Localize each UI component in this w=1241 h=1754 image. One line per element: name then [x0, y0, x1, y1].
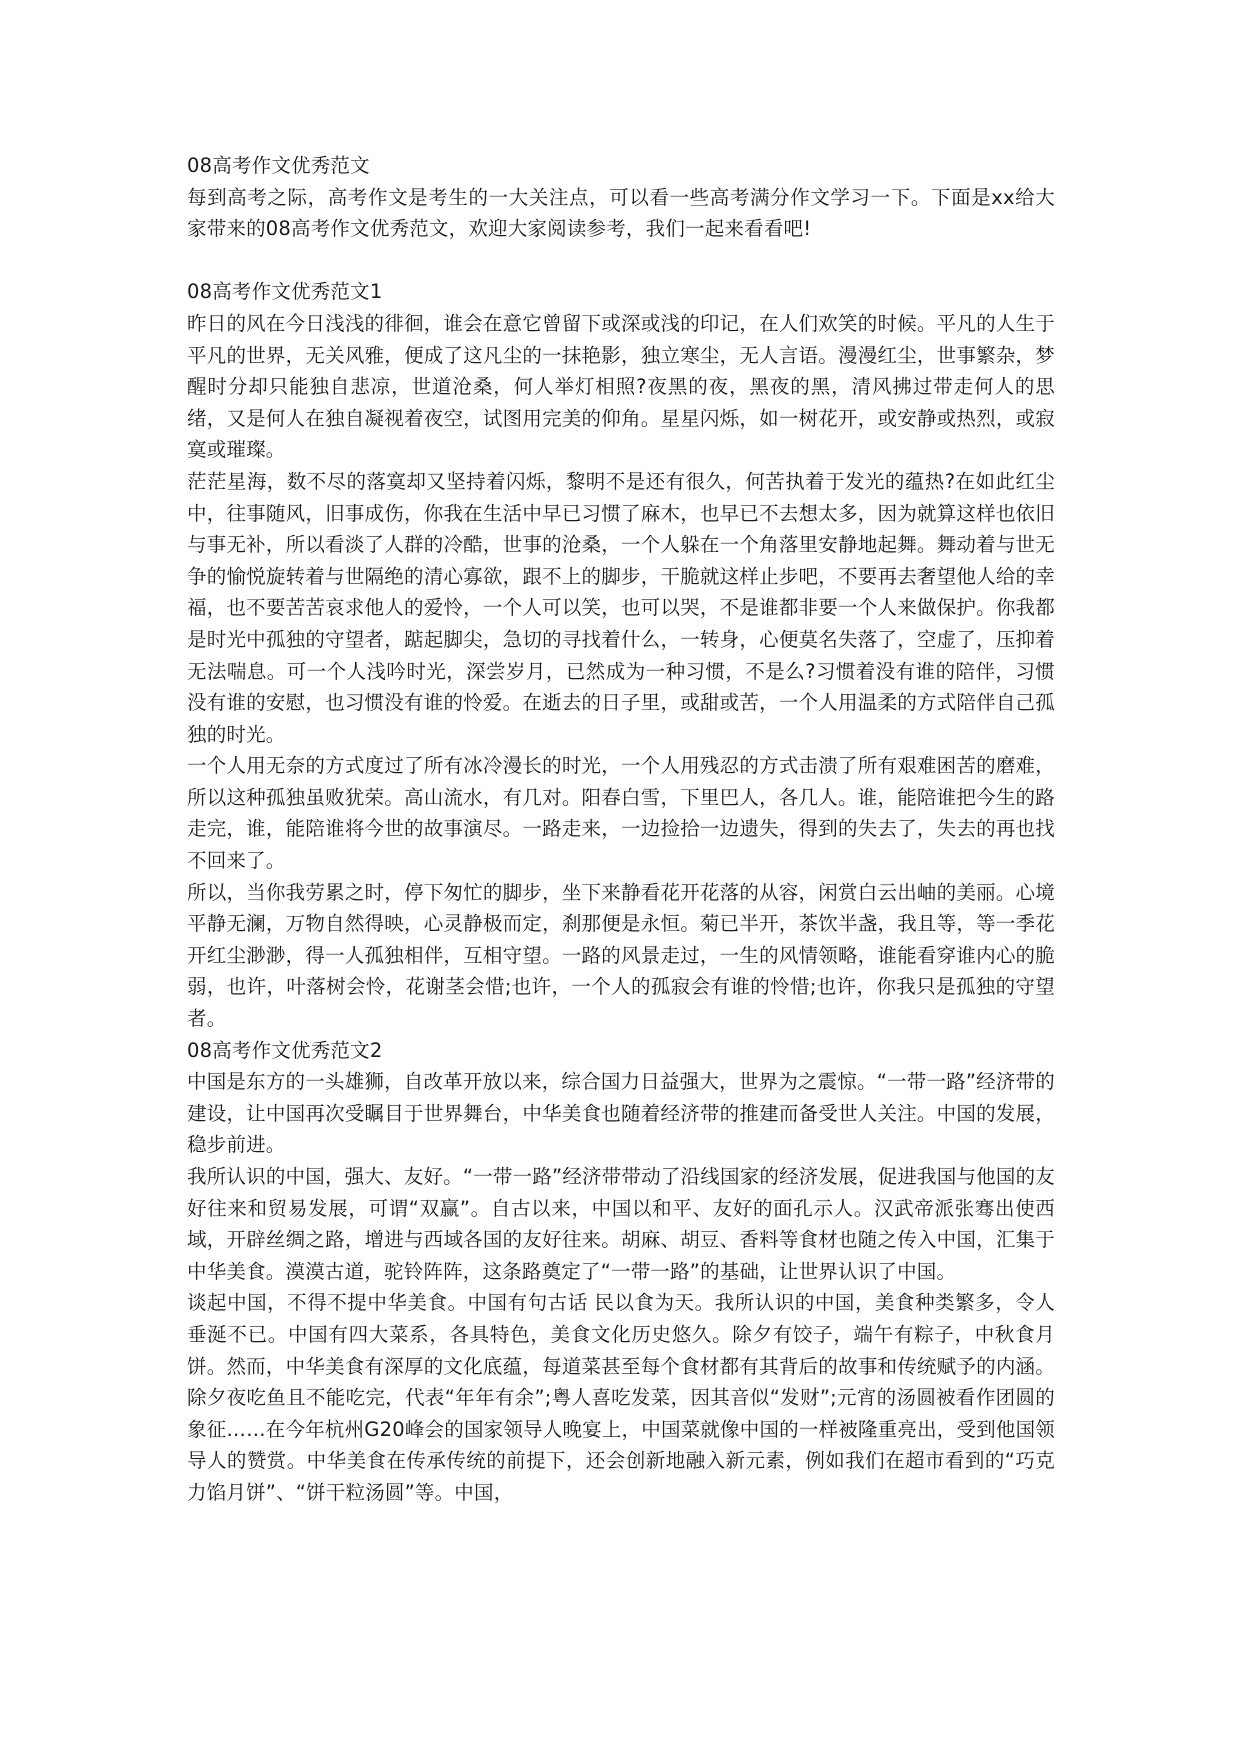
document-page: [187, 150, 1055, 1509]
essay-1-paragraph: 一个人用无奈的方式度过了所有冰冷漫长的时光，一个人用残忍的方式击溃了所有艰难困苦的磨难，所以这种孤独虽败犹荣。高山流水，有几对。阳春白雪，下里巴人，各几人。谁，能陪谁把今生的路走完，谁，能陪谁将今世的故事演尽。一路走来，一边捡拾一边遗失，得到的失去了，失去的再也找不回来了。: [187, 754, 1055, 873]
essay-2-paragraph: 中国是东方的一头雄狮，自改革开放以来，综合国力日益强大，世界为之震惊。“一带一路”经济带的建设，让中国再次受瞩目于世界舞台，中华美食也随着经济带的推建而备受世人关注。中国的发展，稳步前进。: [187, 1070, 1055, 1157]
essay-1-heading: 08高考作文优秀范文1: [187, 280, 383, 304]
blank-line: [187, 245, 1055, 277]
essay-2-heading: 08高考作文优秀范文2: [187, 1038, 383, 1062]
document-title: 08高考作文优秀范文: [187, 154, 370, 177]
intro-paragraph: 每到高考之际，高考作文是考生的一大关注点，可以看一些高考满分作文学习一下。下面是xx给大家带来的08高考作文优秀范文，欢迎大家阅读参考，我们一起来看看吧!: [187, 185, 1055, 241]
essay-2-paragraph: 谈起中国，不得不提中华美食。中国有句古话 民以食为天。我所认识的中国，美食种类繁多，令人垂涎不已。中国有四大菜系，各具特色，美食文化历史悠久。除夕有饺子，端午有粽子，中秋食月饼。然而，中华美食有深厚的文化底蕴，每道菜甚至每个食材都有其背后的故事和传统赋予的内涵。除夕夜吃鱼且不能吃完，代表“年年有余”;粤人喜吃发菜，因其音似“发财”;元宵的汤圆被看作团圆的象征……在今年杭州G20峰会的国家领导人晚宴上，中国菜就像中国的一样被隆重亮出，受到他国领导人的赞赏。中华美食在传承传统的前提下，还会创新地融入新元素，例如我们在超市看到的“巧克力馅月饼”、“饼干粒汤圆”等。中国，: [187, 1291, 1055, 1504]
essay-1: [187, 276, 1055, 1034]
essay-2-paragraph: 我所认识的中国，强大、友好。“一带一路”经济带带动了沿线国家的经济发展，促进我国与他国的友好往来和贸易发展，可谓“双赢”。自古以来，中国以和平、友好的面孔示人。汉武帝派张骞出使西域，开辟丝绸之路，增进与西域各国的友好往来。胡麻、胡豆、香料等食材也随之传入中国，汇集于中华美食。漠漠古道，驼铃阵阵，这条路奠定了“一带一路”的基础，让世界认识了中国。: [187, 1165, 1055, 1283]
essay-1-paragraph: 所以，当你我劳累之时，停下匆忙的脚步，坐下来静看花开花落的从容，闲赏白云出岫的美丽。心境平静无澜，万物自然得映，心灵静极而定，刹那便是永恒。菊已半开，茶饮半盏，我且等，等一季花开红尘渺渺，得一人孤独相伴，互相守望。一路的风景走过，一生的风情领略，谁能看穿谁内心的脆弱，也许，叶落树会怜，花谢茎会惜;也许，一个人的孤寂会有谁的怜惜;也许，你我只是孤独的守望者。: [187, 880, 1055, 1031]
essay-2: [187, 1035, 1055, 1509]
essay-1-paragraph: 茫茫星海，数不尽的落寞却又坚持着闪烁，黎明不是还有很久，何苦执着于发光的蕴热?在如此红尘中，往事随风，旧事成伤，你我在生活中早已习惯了麻木，也早已不去想太多，因为就算这样也依旧与事无补，所以看淡了人群的冷酷，世事的沧桑，一个人躲在一个角落里安静地起舞。舞动着与世无争的愉悦旋转着与世隔绝的清心寡欲，跟不上的脚步，干脆就这样止步吧，不要再去奢望他人给的幸福，也不要苦苦哀求他人的爱怜，一个人可以笑，也可以哭，不是谁都非要一个人来做保护。你我都是时光中孤独的守望者，踮起脚尖，急切的寻找着什么，一转身，心便莫名失落了，空虚了，压抑着无法喘息。可一个人浅吟时光，深尝岁月，已然成为一种习惯，不是么?习惯着没有谁的陪伴，习惯没有谁的安慰，也习惯没有谁的怜爱。在逝去的日子里，或甜或苦，一个人用温柔的方式陪伴自己孤独的时光。: [187, 469, 1055, 746]
essay-1-paragraph: 昨日的风在今日浅浅的徘徊，谁会在意它曾留下或深或浅的印记，在人们欢笑的时候。平凡的人生于平凡的世界，无关风雅，便成了这凡尘的一抹艳影，独立寒尘，无人言语。漫漫红尘，世事繁杂，梦醒时分却只能独自悲凉，世道沧桑，何人举灯相照?夜黑的夜，黑夜的黑，清风拂过带走何人的思绪，又是何人在独自凝视着夜空，试图用完美的仰角。星星闪烁，如一树花开，或安静或热烈，或寂寞或璀璨。: [187, 311, 1055, 462]
